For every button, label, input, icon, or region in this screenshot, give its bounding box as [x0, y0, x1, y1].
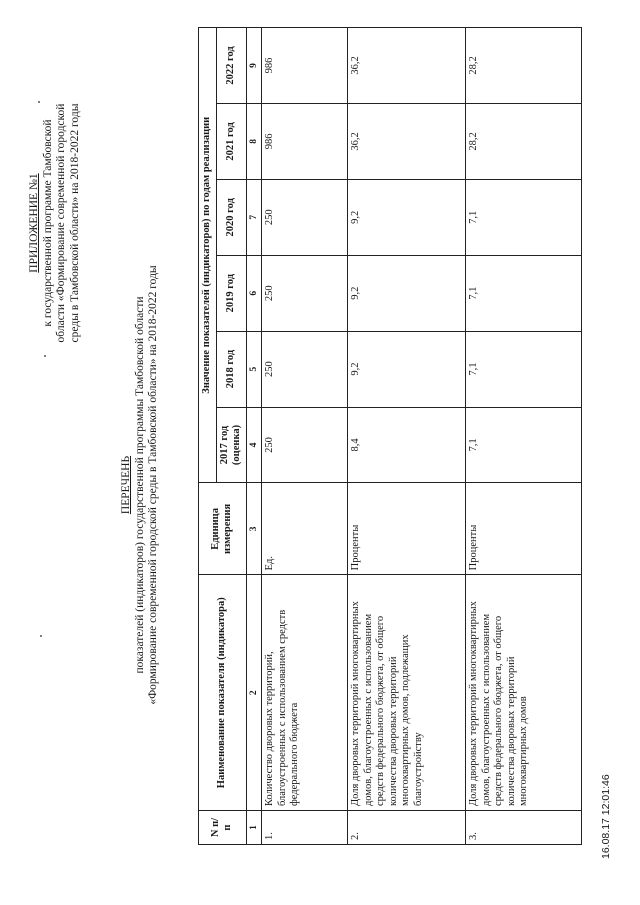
row-value: 250 [262, 179, 348, 255]
row-value: 28,2 [466, 103, 582, 179]
row-num: 3. [466, 811, 582, 845]
row-value: 986 [262, 28, 348, 104]
document-title [120, 185, 161, 785]
appendix-heading: ПРИЛОЖЕНИЕ №1 [28, 173, 40, 273]
row-value: 9,2 [348, 331, 466, 407]
scan-speck [38, 101, 40, 103]
header-year: 2021 год [216, 103, 246, 179]
header-year: 2020 год [216, 179, 246, 255]
row-value: 7,1 [466, 407, 582, 483]
row-unit: Проценты [466, 483, 582, 575]
appendix-line: среды в Тамбовской области» на 2018-2022 годы [68, 103, 81, 343]
header-year: 2017 год (оценка) [216, 407, 246, 483]
header-row [199, 28, 217, 845]
header-year: 2019 год [216, 255, 246, 331]
row-value: 250 [262, 331, 348, 407]
header-name: Наименование показателя (индикатора) [199, 575, 247, 811]
row-value: 250 [262, 407, 348, 483]
appendix-block [28, 78, 82, 368]
column-number: 7 [246, 179, 262, 255]
row-value: 36,2 [348, 28, 466, 104]
row-value: 250 [262, 255, 348, 331]
row-value: 7,1 [466, 179, 582, 255]
row-num: 1. [262, 811, 348, 845]
column-number-row [246, 28, 262, 845]
header-year: 2018 год [216, 331, 246, 407]
column-number: 5 [246, 331, 262, 407]
column-number: 8 [246, 103, 262, 179]
column-number: 1 [246, 811, 262, 845]
row-value: 36,2 [348, 103, 466, 179]
header-num: N п/п [199, 811, 247, 845]
row-value: 986 [262, 103, 348, 179]
column-number: 4 [246, 407, 262, 483]
scan-speck [40, 635, 42, 637]
column-number: 3 [246, 483, 262, 575]
row-unit: Проценты [348, 483, 466, 575]
column-number: 9 [246, 28, 262, 104]
column-number: 2 [246, 575, 262, 811]
indicators-table [198, 27, 582, 845]
header-year: 2022 год [216, 28, 246, 104]
row-unit: Ед. [262, 483, 348, 575]
row-value: 8,4 [348, 407, 466, 483]
title-heading: ПЕРЕЧЕНЬ [120, 455, 132, 515]
column-number: 6 [246, 255, 262, 331]
appendix-line: области «Формирование современной городской [55, 103, 67, 343]
row-value: 9,2 [348, 179, 466, 255]
table-row [466, 28, 582, 845]
title-line: показателей (индикаторов) государственной программы Тамбовской области [133, 296, 146, 674]
table-row [262, 28, 348, 845]
row-value: 7,1 [466, 255, 582, 331]
row-indicator-name: Количество дворовых территорий, благоустроенных с использованием средств федерального бюджета [262, 575, 348, 811]
row-value: 7,1 [466, 331, 582, 407]
header-unit: Единица измерения [199, 483, 247, 575]
header-group: Значение показателей (индикаторов) по годам реализации [199, 28, 217, 483]
row-indicator-name: Доля дворовых территорий многоквартирных домов, благоустроенных с использованием средств федерального бюджета, от общего количества дворовых территорий многоквартирных домов, подлежащих благоустройству [348, 575, 466, 811]
row-value: 9,2 [348, 255, 466, 331]
table-row [348, 28, 466, 845]
scan-speck [44, 355, 46, 357]
appendix-line: к государственной программе Тамбовской [41, 119, 54, 327]
title-line: «Формирование современной городской среды в Тамбовской области» на 2018-2022 годы [147, 265, 159, 705]
print-timestamp: 16.08.17 12:01:46 [600, 774, 612, 859]
row-num: 2. [348, 811, 466, 845]
row-value: 28,2 [466, 28, 582, 104]
row-indicator-name: Доля дворовых территорий многоквартирных домов, благоустроенных с использованием средств федерального бюджета, от общего количества дворовых территорий многоквартирных домов [466, 575, 582, 811]
